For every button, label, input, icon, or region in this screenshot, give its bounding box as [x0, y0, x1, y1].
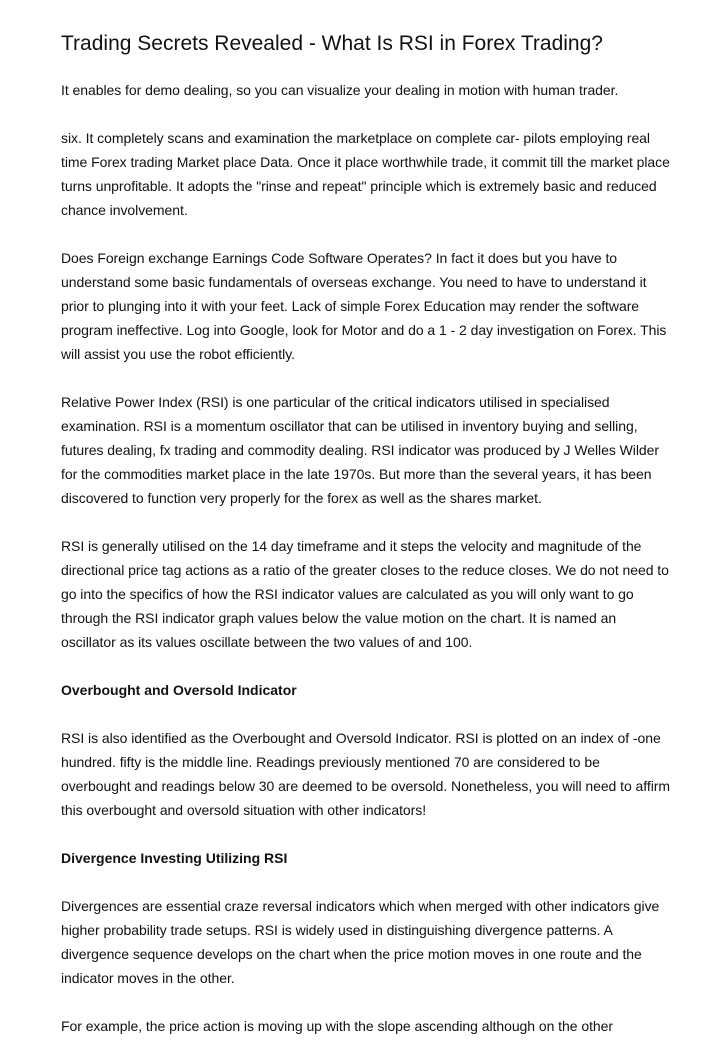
document-page: [61, 30, 673, 1062]
section-heading-overbought: Overbought and Oversold Indicator: [61, 682, 297, 698]
section-heading-divergence: Divergence Investing Utilizing RSI: [61, 850, 288, 866]
paragraph-divergence: Divergences are essential craze reversal indicators which when merged with other indicators give higher probability trade setups. RSI is widely used in distinguishing divergence patterns. A divergence sequence develops on the chart when the price motion moves in one route and the indicator moves in the other.: [61, 898, 660, 986]
paragraph-intro: It enables for demo dealing, so you can visualize your dealing in motion with human trader.: [61, 82, 619, 98]
paragraph-scans: six. It completely scans and examination the marketplace on complete car- pilots employing real time Forex trading Market place Data. Once it place worthwhile trade, it commit till the market place turns unprofitable. It adopts the "rinse and repeat" principle which is extremely basic and reduced chance involvement.: [61, 130, 670, 218]
paragraph-example-partial: For example, the price action is moving up with the slope ascending although on the other: [61, 1018, 613, 1034]
paragraph-earnings-code: Does Foreign exchange Earnings Code Software Operates? In fact it does but you have to understand some basic fundamentals of overseas exchange. You need to have to understand it prior to plunging into it with your feet. Lack of simple Forex Education may render the software program ineffective. Log into Google, look for Motor and do a 1 - 2 day investigation on Forex. This will assist you use the robot efficiently.: [61, 250, 667, 362]
page-title: Trading Secrets Revealed - What Is RSI in Forex Trading?: [61, 32, 603, 55]
paragraph-rsi-definition: Relative Power Index (RSI) is one particular of the critical indicators utilised in specialised examination. RSI is a momentum oscillator that can be utilised in inventory buying and selling, futures dealing, fx trading and commodity dealing. RSI indicator was produced by J Welles Wilder for the commodities market place in the late 1970s. But more than the several years, it has been discovered to function very properly for the forex as well as the shares market.: [61, 394, 660, 506]
paragraph-rsi-timeframe: RSI is generally utilised on the 14 day timeframe and it steps the velocity and magnitude of the directional price tag actions as a ratio of the greater closes to the reduce closes. We do not need to go into the specifics of how the RSI indicator values are calculated as you will only want to go through the RSI indicator graph values below the value motion on the chart. It is named an oscillator as its values oscillate between the two values of and 100.: [61, 538, 669, 650]
paragraph-overbought: RSI is also identified as the Overbought and Oversold Indicator. RSI is plotted on an index of -one hundred. fifty is the middle line. Readings previously mentioned 70 are considered to be overbought and readings below 30 are deemed to be oversold. Nonetheless, you will need to affirm this overbought and oversold situation with other indicators!: [61, 730, 670, 818]
